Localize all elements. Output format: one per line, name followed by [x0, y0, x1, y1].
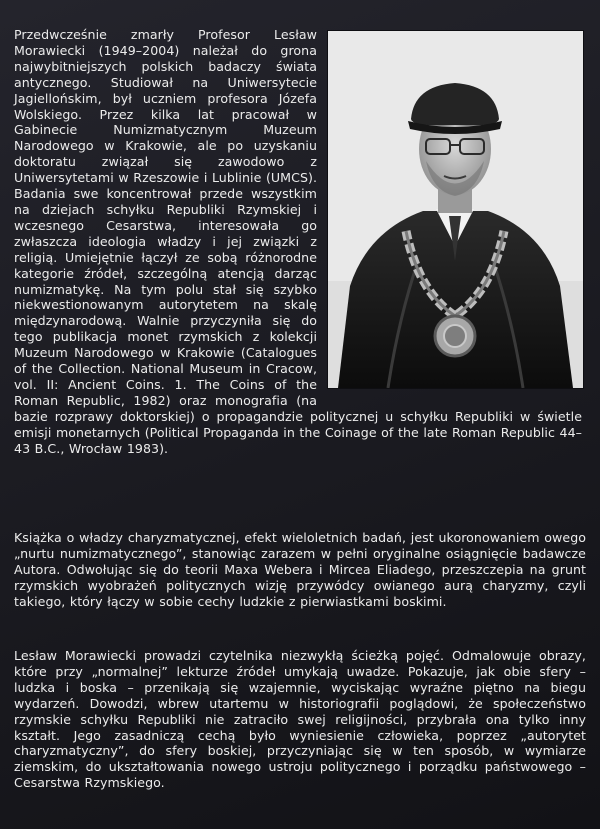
author-biography-text: Przedwcześnie zmarły Profesor Lesław Morawiecki (1949–2004) należał do grona najwybitniejszych polskich badaczy świata antycznego. Studiował na Uniwersytecie Jagiellońskim, był uczniem profesora Józefa Wolskiego. Przez kilka lat pracował w Gabinecie Numizmatycznym Muzeum Narodowego w Krakowie, ale po uzyskaniu doktoratu związał się zawodowo z Uniwersytetami w Rzeszowie i Lublinie (UMCS). Badania swe koncentrował przede wszystkim na dziejach schyłku Republiki Rzymskiej i wczesnego Cesarstwa, interesowała go zwłaszcza ideologia władzy i jej związki z religią. Umiejętnie łączył ze sobą różnorodne kategorie źródeł, szczególną atencją darząc numizmatykę. Na tym polu stał się szybko niekwestionowanym autorytetem na skalę międzynarodową. Walnie przyczyniła się do tego publikacja monet rzymskich z kolekcji Muzeum Narodowego w Krakowie (Catalogues of the Collection. National Museum in Cracow, vol. II: Ancient Coins. 1. The Coins of the Roman Republic, 1982) oraz monografia (na bazie rozprawy doktorskiej) o propagandzie politycznej u schyłku Republiki w świetle emisji monetarnych (Political Propaganda in the Coinage of the late Roman Republic 44–43 B.C., Wrocław 1983).	[14, 27, 582, 456]
book-summary-paragraph: Lesław Morawiecki prowadzi czytelnika niezwykłą ścieżką pojęć. Odmalowuje obrazy, które przy „normalnej” lekturze źródeł umykają uwadze. Pokazuje, jak obie sfery – ludzka i boska – przenikają się wzajemnie, wyciskając wyraźne piętno na biegu wydarzeń. Dowodzi, wbrew utartemu w historiografii poglądowi, że społeczeństwo rzymskie schyłku Republiki nie zatraciło swej religijności, przybrała ona tylko inny kształt. Jego zasadniczą cechą było wyniesienie człowieka, poprzez „autorytet charyzmatyczny”, do sfery boskiej, przyczyniając się w ten sposób, w wymiarze ziemskim, do ukształtowania nowego ustroju politycznego i porządku państwowego – Cesarstwa Rzymskiego.	[14, 648, 586, 791]
book-description-paragraph: Książka o władzy charyzmatycznej, efekt wieloletnich badań, jest ukoronowaniem owego „nurtu numizmatycznego”, stanowiąc zarazem w pełni oryginalne osiągnięcie badawcze Autora. Odwołując się do teorii Maxa Webera i Mircea Eliadego, przeszczepia na grunt rzymskich wyobrażeń politycznych wizję przywódcy owianego aurą charyzmy, czyli takiego, który łączy w sobie cechy ludzkie z pierwiastkami boskimi.	[14, 530, 586, 609]
author-portrait-photo	[327, 30, 584, 389]
portrait-illustration	[328, 31, 583, 388]
